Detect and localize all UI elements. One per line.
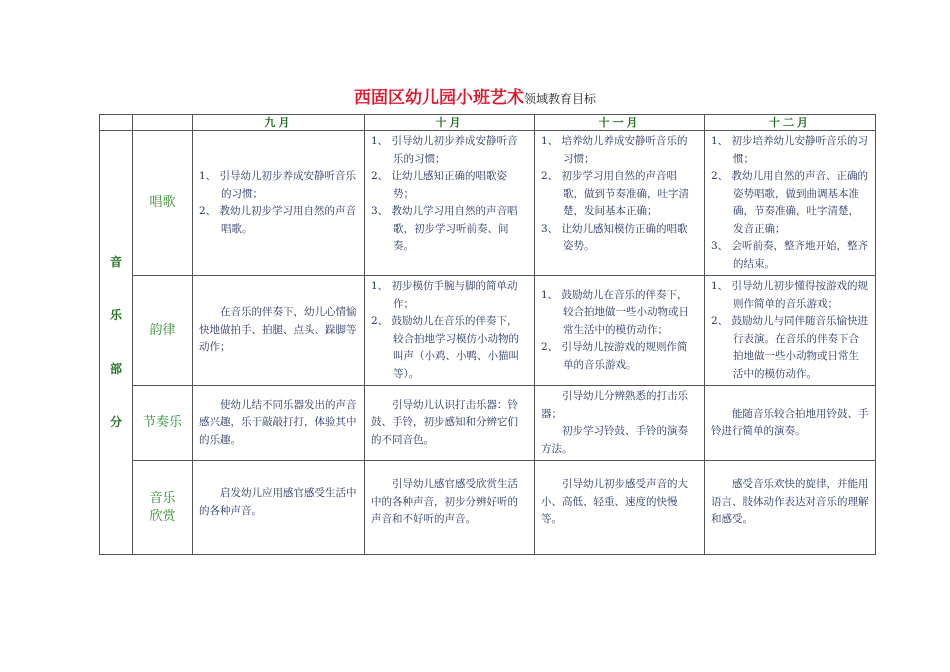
goal-item: 2、 教幼儿用自然的声音、正确的姿势唱歌，做到曲调基本准确，节奏准确，吐字清楚，发音正确； (711, 170, 869, 235)
goal-item: 2、 让幼儿感知正确的唱歌姿势； (371, 170, 508, 200)
goal-item: 1、 鼓励幼儿在音乐的伴奏下，较合拍地做一些小动物或日常生活中的模仿动作； (541, 288, 689, 336)
table-row (100, 386, 876, 461)
goal-cell (705, 386, 876, 461)
goal-cell (365, 386, 535, 461)
goal-text: 感受音乐欢快的旋律，并能用语言、肢体动作表达对音乐的理解和感受。 (711, 478, 869, 525)
goal-text: 启发幼儿应用感官感受生活中的各种声音。 (199, 487, 357, 517)
row-label-rhythm: 韵律 (133, 276, 193, 386)
goal-cell (535, 276, 705, 386)
table-row (100, 276, 876, 386)
goal-cell (193, 276, 365, 386)
header-row (100, 115, 876, 131)
goal-text: 使幼儿结不同乐器发出的声音感兴趣，乐于敲敲打打，体验其中的乐趣。 (199, 398, 357, 446)
goal-item: 2、 鼓励幼儿在音乐的伴奏下，较合拍地学习模仿小动物的叫声（小鸡、小鸭、小猫叫等）。 (371, 315, 519, 380)
month-header-11: 十一月 (535, 115, 705, 131)
goals-table (99, 114, 876, 555)
goal-item: 1、 培养幼儿养成安静听音乐的习惯； (541, 135, 688, 165)
goal-item: 1、 初步模仿手腕与脚的简单动作； (371, 280, 518, 310)
goal-cell (193, 461, 365, 555)
goal-cell (365, 276, 535, 386)
table-row (100, 461, 876, 555)
row-label-percussion: 节奏乐 (133, 386, 193, 461)
goal-cell (193, 131, 365, 276)
section-label (100, 131, 133, 555)
goal-item: 3、 教幼儿学习用自然的声音唱歌，初步学习听前奏、间奏。 (371, 205, 518, 252)
goal-item: 3、 会听前奏，整齐地开始，整齐的结束。 (711, 240, 869, 270)
goal-item: 1、 引导幼儿初步养成安静听音乐的习惯； (371, 135, 518, 165)
month-header-10: 十月 (365, 115, 535, 131)
goal-cell (535, 131, 705, 276)
goal-item: 1、 引导幼儿初步养成安静听音乐的习惯； (199, 170, 357, 200)
goal-item: 2、 鼓励幼儿与同伴随音乐愉快进行表演。在音乐的伴奏下合拍地做一些小动物或日常生活中的模仿动作。 (711, 315, 869, 380)
section-char: 分 (109, 415, 122, 429)
goal-text: 能随音乐较合拍地用铃鼓、手铃进行简单的演奏。 (711, 407, 869, 437)
goal-cell (705, 131, 876, 276)
month-header-9: 九月 (193, 115, 365, 131)
goal-text: 引导幼儿认识打击乐器：铃鼓、手铃，初步感知和分辨它们的不同音色。 (371, 398, 518, 446)
section-char: 乐 (109, 308, 122, 322)
goal-text: 在音乐的伴奏下，幼儿心情愉快地做拍手、拍腿、点头、跺脚等动作； (199, 306, 357, 354)
goal-item: 2、 初步学习用自然的声音唱歌，做到节奏准确，吐字清楚，发间基本正确； (541, 170, 689, 217)
month-header-12: 十二月 (705, 115, 876, 131)
goal-item: 3、 让幼儿感知模仿正确的唱歌姿势。 (541, 222, 688, 252)
corner-cell-2 (133, 115, 193, 131)
goal-text: 引导幼儿感官感受欣赏生活中的各种声音，初步分辨好听的声音和不好听的声音。 (371, 478, 518, 525)
goal-cell (365, 131, 535, 276)
goal-cell (705, 276, 876, 386)
goal-item: 2、 教幼儿初步学习用自然的声音唱歌。 (199, 205, 357, 235)
goal-item: 1、 引导幼儿初步懂得按游戏的规则作简单的音乐游戏； (711, 280, 869, 310)
goal-cell (535, 386, 705, 461)
goal-cell (535, 461, 705, 555)
goal-text: 引导幼儿初步感受声音的大小、高低、轻重、速度的快慢等。 (541, 478, 688, 525)
goal-cell (193, 386, 365, 461)
row-label-appreciation (133, 461, 193, 555)
corner-cell (100, 115, 133, 131)
goal-text: 引导幼儿分辨熟悉的打击乐器； (541, 390, 688, 420)
page-title (0, 88, 950, 109)
goal-item: 2、 引导幼儿按游戏的规则作简单的音乐游戏。 (541, 341, 688, 371)
section-char: 音 (109, 254, 122, 269)
row-label-text: 音乐欣赏 (149, 490, 176, 524)
goal-item: 1、 初步培养幼儿安静听音乐的习惯； (711, 135, 869, 165)
goal-text: 初步学习铃鼓、手铃的演奏方法。 (541, 425, 688, 455)
goal-cell (705, 461, 876, 555)
title-main: 西固区幼儿园小班艺术 (353, 88, 524, 108)
table-row (100, 131, 876, 276)
row-label-singing: 唱歌 (133, 131, 193, 276)
title-sub: 领域教育目标 (523, 92, 596, 106)
goal-cell (365, 461, 535, 555)
section-char: 部 (109, 361, 122, 376)
